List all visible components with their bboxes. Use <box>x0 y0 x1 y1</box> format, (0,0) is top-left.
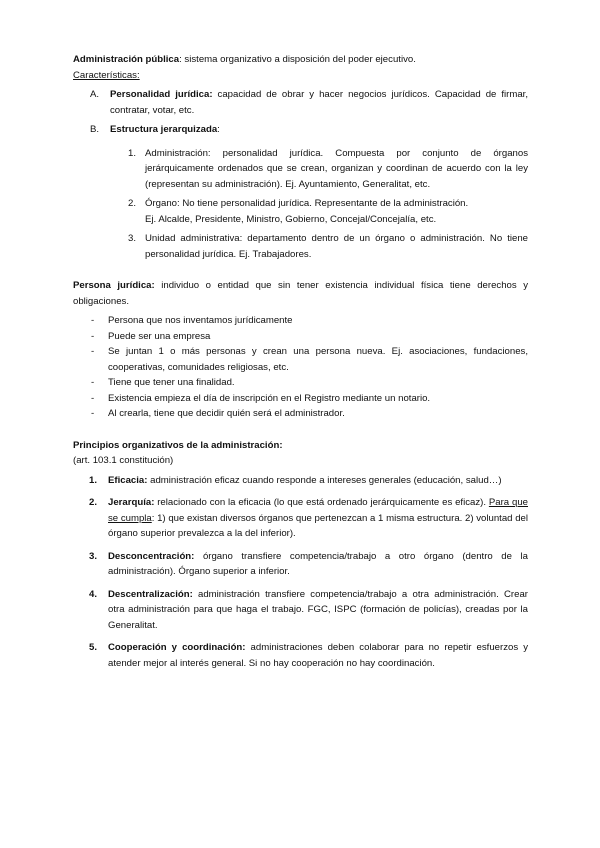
list-marker: A. <box>90 89 100 100</box>
sub-item-text: Administración: personalidad jurídica. Compuesta por conjunto de órganos jerárquicamente ordenados que se crean, organizan y coordinan de acuerdo con la ley (representan su administración). Ej. Ayuntamiento, Generalitat, etc. <box>145 147 528 190</box>
admin-title: Administración pública <box>73 54 180 65</box>
list-item <box>73 406 528 422</box>
principle-title: Jerarquía: <box>108 497 155 508</box>
list-item <box>73 391 528 407</box>
principle-title: Descentralización: <box>108 588 193 600</box>
list-item-text: Puede ser una empresa <box>108 330 211 342</box>
list-item <box>73 313 528 329</box>
list-item <box>73 375 528 391</box>
principle-jerarquia <box>73 495 528 542</box>
list-item <box>73 344 528 375</box>
list-marker: 5. <box>89 642 98 653</box>
item-text: : <box>217 124 220 135</box>
list-item <box>73 329 528 345</box>
list-marker: 2. <box>89 497 98 508</box>
list-item-estructura <box>73 122 528 138</box>
principle-text: órgano transfiere competencia/trabajo a otro órgano (dentro de la administración). Órgano superior a inferior. <box>108 550 528 577</box>
item-title: Personalidad jurídica: <box>110 89 213 100</box>
list-marker: 1. <box>89 474 98 486</box>
principle-underlined: Para que se cumpla <box>108 497 528 524</box>
list-item-text: Se juntan 1 o más personas y crean una persona nueva. Ej. asociaciones, fundaciones, cooperativas, comunidades religiosas, etc. <box>108 346 528 373</box>
dash-marker: - <box>91 315 95 326</box>
principle-cooperacion <box>73 640 528 671</box>
list-marker: 4. <box>89 588 98 600</box>
principle-text-continued: : 1) que existan diversos órganos que pertenezcan a 1 misma estructura. 2) voluntad del órgano superior prevalezca a la del inferior). <box>108 512 528 539</box>
principios-subtitle: (art. 103.1 constitución) <box>73 455 174 466</box>
dash-marker: - <box>91 346 95 357</box>
sub-item-organo <box>73 196 528 227</box>
item-text: capacidad de obrar y hacer negocios jurídicos. Capacidad de firmar, contratar, votar, etc. <box>110 89 528 116</box>
principle-title: Eficacia: <box>108 474 148 486</box>
caracteristicas-heading: Características: <box>73 69 140 81</box>
persona-definition-text: individuo o entidad que sin tener existencia individual física tiene derechos y obligaciones. <box>73 280 528 307</box>
document-page <box>73 52 528 678</box>
dash-marker: - <box>91 392 95 404</box>
list-item-text: Persona que nos inventamos jurídicamente <box>108 315 293 326</box>
dash-marker: - <box>91 377 95 388</box>
sub-item-unidad <box>73 231 528 262</box>
sub-item-text: Unidad administrativa: departamento dentro de un órgano o administración. No tiene personalidad jurídica. Ej. Trabajadores. <box>145 233 528 260</box>
admin-definition-text: : sistema organizativo a disposición del poder ejecutivo. <box>179 54 416 65</box>
list-marker: 1. <box>128 147 137 159</box>
list-marker: 3. <box>89 550 98 562</box>
principios-title: Principios organizativos de la administración: <box>73 439 283 451</box>
dash-marker: - <box>91 408 95 419</box>
principle-title: Desconcentración: <box>108 550 195 562</box>
persona-title: Persona jurídica: <box>73 280 155 291</box>
list-marker: 3. <box>128 233 137 244</box>
principle-descentralizacion <box>73 587 528 634</box>
sub-item-text: Órgano: No tiene personalidad jurídica. Representante de la administración. <box>145 198 469 209</box>
list-marker: B. <box>90 124 100 135</box>
principle-text: administraciones deben colaborar para no repetir esfuerzos y atender mejor al interés general. Si no hay cooperación no hay coordinación. <box>108 642 528 669</box>
sub-item-administracion <box>73 146 528 193</box>
sub-item-text-examples: Ej. Alcalde, Presidente, Ministro, Gobierno, Concejal/Concejalía, etc. <box>145 213 437 225</box>
persona-definition <box>73 278 528 309</box>
principle-eficacia <box>73 473 528 489</box>
list-item-text: Al crearla, tiene que decidir quién será el administrador. <box>108 408 345 419</box>
principle-title: Cooperación y coordinación: <box>108 642 246 653</box>
list-marker: 2. <box>128 198 137 209</box>
list-item-text: Existencia empieza el día de inscripción en el Registro mediante un notario. <box>108 392 431 404</box>
principle-text: administración transfiere competencia/trabajo a otra administración. Crear otra administración para que haga el trabajo. FGC, ISPC (formación de policías), creadas por la Generalitat. <box>108 588 528 631</box>
list-item-text: Tiene que tener una finalidad. <box>108 377 235 388</box>
principle-desconcentracion <box>73 549 528 580</box>
item-title: Estructura jerarquizada <box>110 124 218 135</box>
list-item-personalidad <box>73 87 528 118</box>
principle-text: relacionado con la eficacia (lo que está ordenado jerárquicamente es eficaz). <box>154 497 489 508</box>
dash-marker: - <box>91 330 95 342</box>
principle-text: administración eficaz cuando responde a intereses generales (educación, salud…) <box>147 474 502 486</box>
admin-definition <box>73 52 528 68</box>
